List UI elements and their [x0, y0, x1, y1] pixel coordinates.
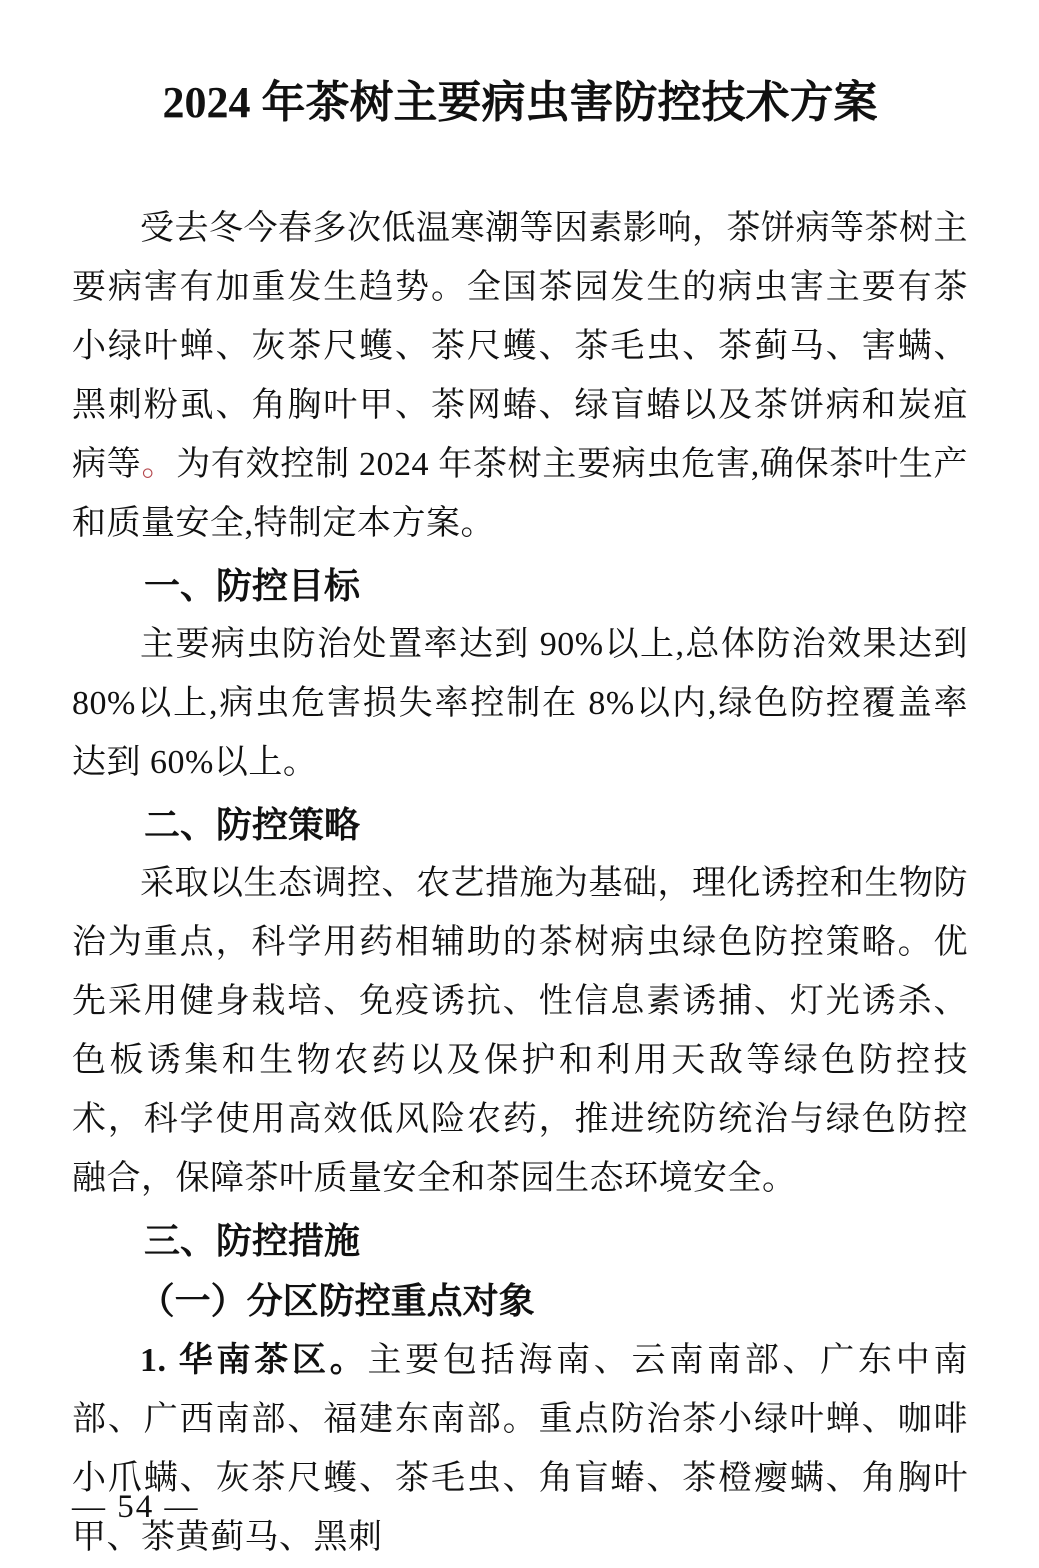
- intro-text-before-red: 受去冬今春多次低温寒潮等因素影响，茶饼病等茶树主要病害有加重发生趋势。全国茶园发生的病虫害主要有茶小绿叶蝉、灰茶尺蠖、茶尺蠖、茶毛虫、茶蓟马、害螨、黑刺粉虱、角胸叶甲、茶网蝽、绿盲蝽以及茶饼病和炭疽病等: [72, 210, 968, 484]
- red-period: 。: [141, 446, 177, 484]
- paragraph-south-china-region: [72, 1331, 968, 1567]
- intro-text-after-red: 为有效控制 2024 年茶树主要病虫危害,确保茶叶生产和质量安全,特制定本方案。: [72, 446, 969, 543]
- subheading-zoning-key-targets: （一）分区防控重点对象: [138, 1281, 535, 1322]
- paragraph-control-strategy: 采取以生态调控、农艺措施为基础，理化诱控和生物防治为重点，科学用药相辅助的茶树病虫绿色防控策略。优先采用健身栽培、免疫诱抗、性信息素诱捕、灯光诱杀、色板诱集和生物农药以及保护和利用天敌等绿色防控技术，科学使用高效低风险农药，推进统防统治与绿色防控融合，保障茶叶质量安全和茶园生态环境安全。: [72, 865, 968, 1198]
- paragraph-control-targets: 主要病虫防治处置率达到 90%以上,总体防治效果达到 80%以上,病虫危害损失率控制在 8%以内,绿色防控覆盖率达到 60%以上。: [72, 626, 968, 782]
- heading-control-measures: 三、防控措施: [144, 1220, 361, 1262]
- page-number: — 54 —: [72, 1489, 200, 1525]
- south-china-region-lead: 1. 华南茶区。: [140, 1342, 368, 1380]
- document-title: 2024 年茶树主要病虫害防控技术方案: [162, 78, 878, 127]
- heading-control-targets: 一、防控目标: [144, 565, 361, 607]
- south-china-region-text: 主要包括海南、云南南部、广东中南部、广西南部、福建东南部。重点防治茶小绿叶蝉、咖啡小爪螨、灰茶尺蠖、茶毛虫、角盲蝽、茶橙瘿螨、角胸叶甲、茶黄蓟马、黑刺: [72, 1342, 969, 1557]
- paragraph-intro: [72, 199, 968, 553]
- heading-control-strategy: 二、防控策略: [144, 804, 361, 846]
